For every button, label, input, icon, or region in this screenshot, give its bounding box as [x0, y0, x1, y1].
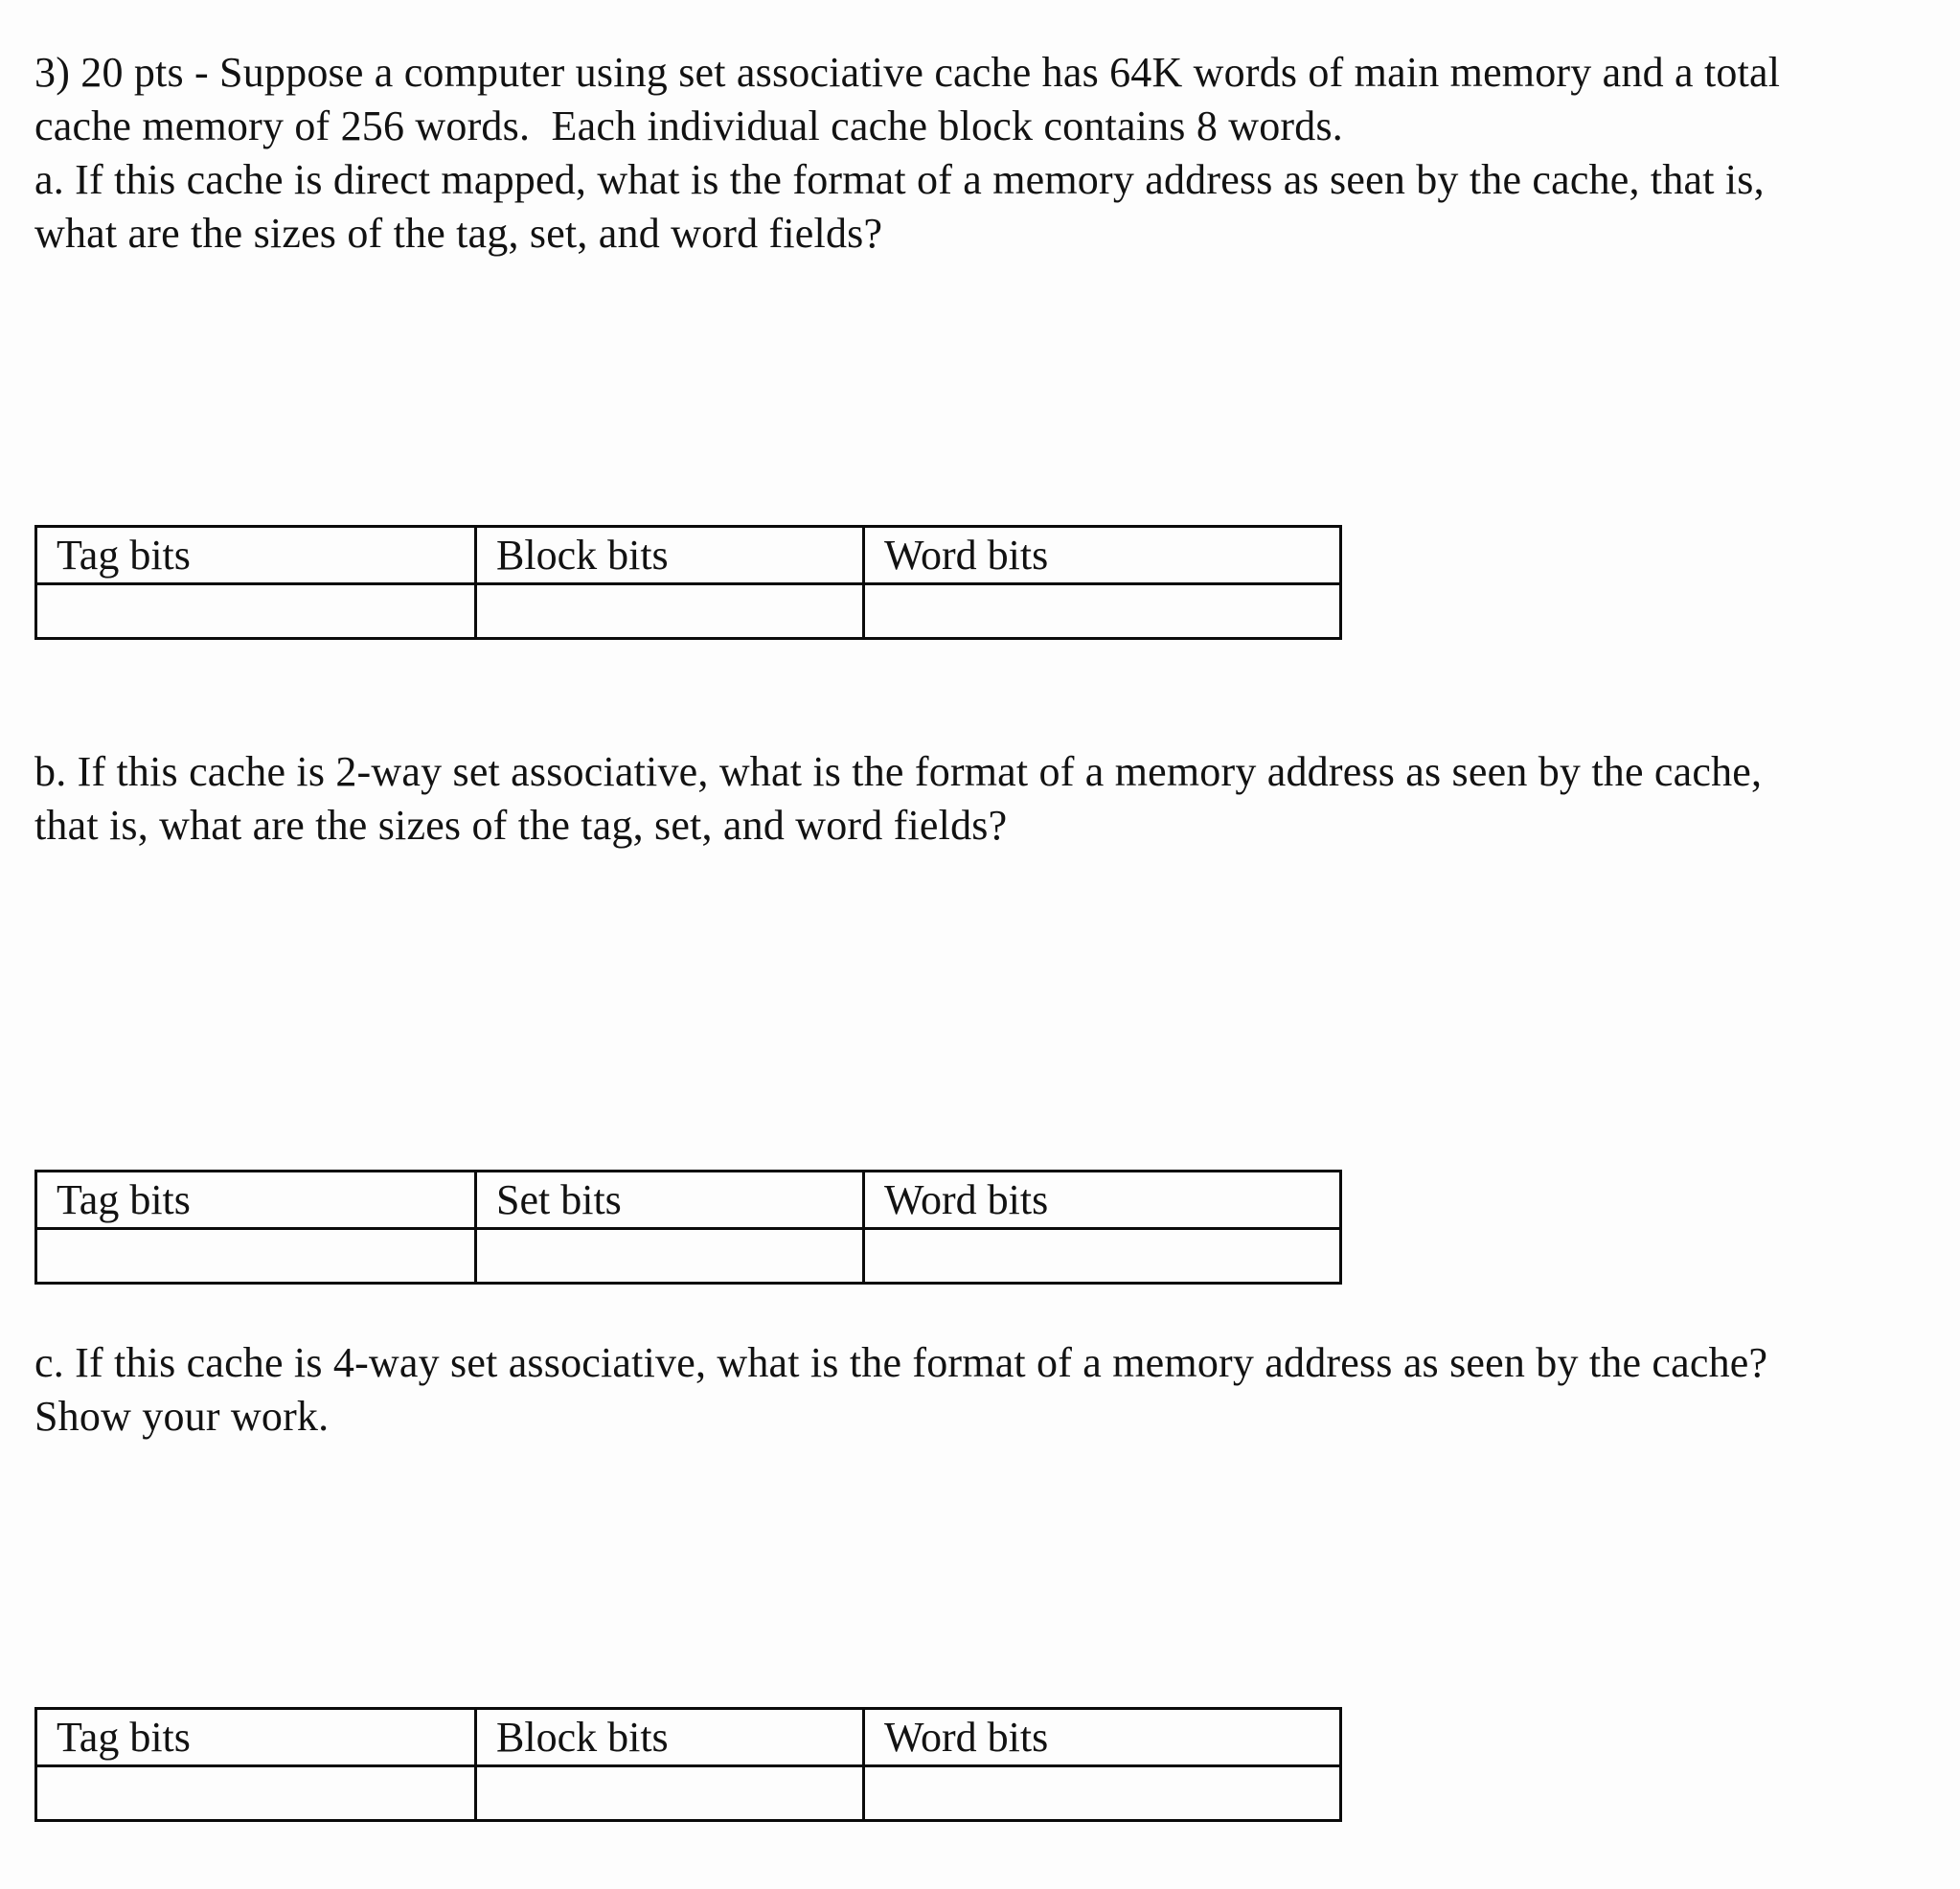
- problem-statement: [34, 46, 1780, 261]
- part-a-prompt-line-1: a. If this cache is direct mapped, what is the format of a memory address as seen by the cache, that is,: [34, 156, 1765, 203]
- part-c-answer-tag-bits-cell: [36, 1766, 476, 1821]
- part-a-table-answer-row: [36, 584, 1341, 639]
- part-a-prompt-line-2: what are the sizes of the tag, set, and word fields?: [34, 210, 883, 257]
- part-b-answer-word-bits-cell: [864, 1229, 1341, 1284]
- problem-statement-line-1: 3) 20 pts - Suppose a computer using set associative cache has 64K words of main memory and a total: [34, 49, 1781, 96]
- part-c-prompt-line-1: c. If this cache is 4-way set associative, what is the format of a memory address as seen by the cache?: [34, 1339, 1768, 1386]
- part-b-answer-table: [34, 1170, 1342, 1285]
- part-a-answer-block-bits-cell: [476, 584, 864, 639]
- part-b-header-set-bits: Set bits: [476, 1172, 864, 1229]
- part-a-table-header-row: [36, 527, 1341, 584]
- part-c-header-tag-bits: Tag bits: [36, 1709, 476, 1766]
- part-a-answer-tag-bits-cell: [36, 584, 476, 639]
- part-a-header-block-bits: Block bits: [476, 527, 864, 584]
- part-c-prompt: [34, 1336, 1767, 1444]
- part-b-answer-set-bits-cell: [476, 1229, 864, 1284]
- part-c-answer-word-bits-cell: [864, 1766, 1341, 1821]
- part-b-prompt: [34, 745, 1762, 853]
- part-a-answer-table: [34, 525, 1342, 640]
- part-b-prompt-line-2: that is, what are the sizes of the tag, set, and word fields?: [34, 802, 1008, 849]
- part-c-header-block-bits: Block bits: [476, 1709, 864, 1766]
- part-c-answer-table: [34, 1707, 1342, 1822]
- part-b-prompt-line-1: b. If this cache is 2-way set associative, what is the format of a memory address as seen by the cache,: [34, 748, 1763, 795]
- part-c-table-header-row: [36, 1709, 1341, 1766]
- part-c-header-word-bits: Word bits: [864, 1709, 1341, 1766]
- part-b-header-word-bits: Word bits: [864, 1172, 1341, 1229]
- part-c-answer-block-bits-cell: [476, 1766, 864, 1821]
- part-a-answer-word-bits-cell: [864, 584, 1341, 639]
- problem-statement-line-2: cache memory of 256 words. Each individual cache block contains 8 words.: [34, 102, 1343, 149]
- part-b-table-answer-row: [36, 1229, 1341, 1284]
- part-c-table-answer-row: [36, 1766, 1341, 1821]
- part-b-table-header-row: [36, 1172, 1341, 1229]
- part-c-prompt-line-2: Show your work.: [34, 1393, 330, 1440]
- part-b-header-tag-bits: Tag bits: [36, 1172, 476, 1229]
- part-a-header-tag-bits: Tag bits: [36, 527, 476, 584]
- part-b-answer-tag-bits-cell: [36, 1229, 476, 1284]
- part-a-header-word-bits: Word bits: [864, 527, 1341, 584]
